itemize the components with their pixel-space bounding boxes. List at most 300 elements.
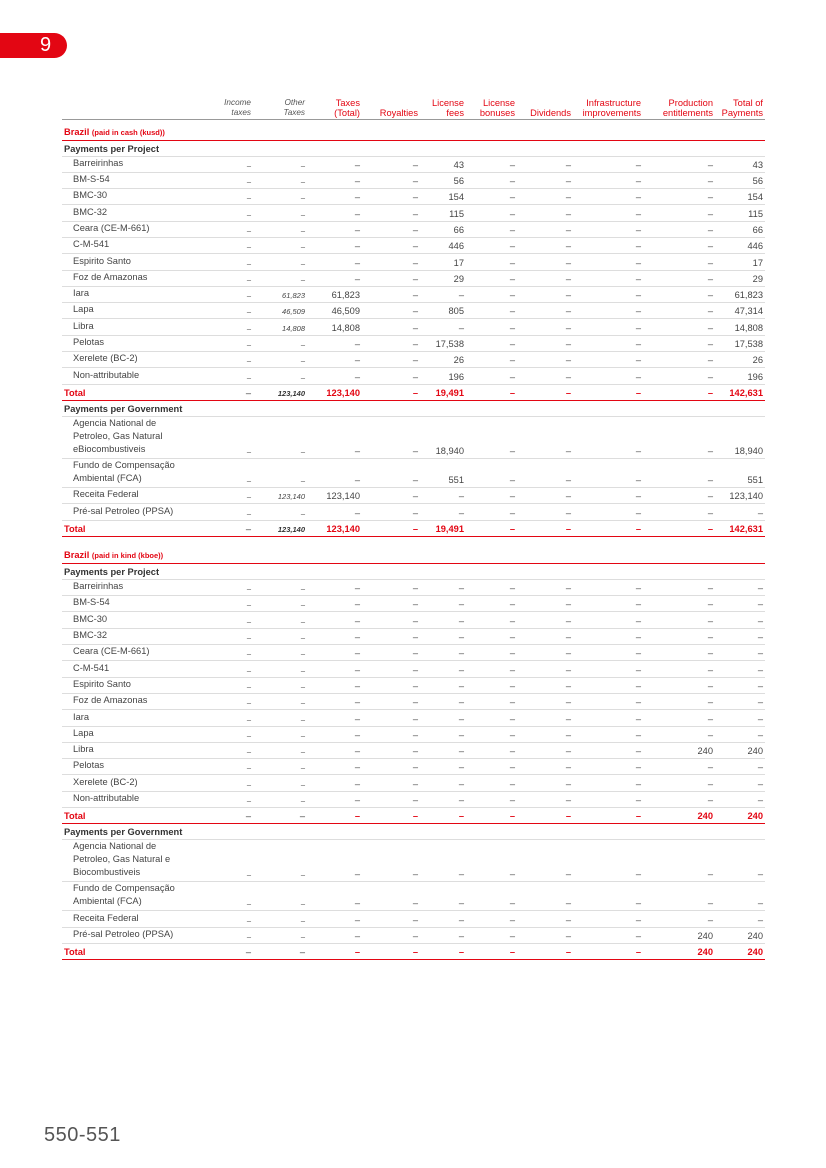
value-cell: – (643, 911, 715, 927)
row-label: Foz de Amazonas (62, 270, 216, 286)
value-cell: – (253, 221, 307, 237)
value-cell: – (362, 254, 420, 270)
value-cell: – (643, 661, 715, 677)
value-cell: 43 (420, 156, 466, 172)
value-cell: – (362, 840, 420, 882)
value-cell: – (517, 661, 573, 677)
value-cell: – (466, 710, 517, 726)
table-row (62, 693, 765, 709)
value-cell: – (420, 645, 466, 661)
value-cell: – (216, 303, 253, 319)
value-cell: – (573, 693, 643, 709)
value-cell: – (517, 710, 573, 726)
value-cell: – (517, 628, 573, 644)
row-label: BM-S-54 (62, 596, 216, 612)
col-royalties: Royalties (362, 97, 420, 119)
value-cell: – (517, 156, 573, 172)
table-row (62, 368, 765, 384)
value-cell: – (307, 911, 362, 927)
value-cell: 196 (420, 368, 466, 384)
value-cell: – (253, 237, 307, 253)
value-cell: – (362, 759, 420, 775)
table-row (62, 596, 765, 612)
value-cell: – (307, 237, 362, 253)
row-label: Pré-sal Petroleo (PPSA) (62, 927, 216, 943)
total-value-cell: – (517, 943, 573, 959)
value-cell: 14,808 (253, 319, 307, 335)
value-cell: – (517, 775, 573, 791)
value-cell: – (573, 710, 643, 726)
value-cell: 240 (715, 742, 765, 758)
value-cell: – (307, 791, 362, 807)
row-label: Fundo de Compensação Ambiental (FCA) (62, 882, 216, 911)
value-cell: – (253, 645, 307, 661)
value-cell: – (573, 335, 643, 351)
value-cell: – (517, 487, 573, 503)
value-cell: 47,314 (715, 303, 765, 319)
value-cell: – (573, 612, 643, 628)
total-value-cell: – (362, 808, 420, 824)
row-label: Agencia National de Petroleo, Gas Natural e Biocombustiveis (62, 840, 216, 882)
total-value-cell: – (216, 384, 253, 400)
value-cell: – (573, 286, 643, 302)
value-cell: – (420, 742, 466, 758)
value-cell: – (362, 628, 420, 644)
value-cell: – (307, 661, 362, 677)
value-cell: – (253, 205, 307, 221)
value-cell: – (466, 661, 517, 677)
value-cell: – (643, 596, 715, 612)
value-cell: – (466, 612, 517, 628)
value-cell: – (216, 205, 253, 221)
row-label: Espirito Santo (62, 677, 216, 693)
value-cell: – (715, 840, 765, 882)
value-cell: – (253, 840, 307, 882)
value-cell: – (307, 368, 362, 384)
value-cell: – (420, 661, 466, 677)
value-cell: – (573, 759, 643, 775)
table-row (62, 840, 765, 882)
value-cell: – (643, 303, 715, 319)
value-cell: – (517, 579, 573, 595)
total-value-cell: – (466, 384, 517, 400)
value-cell: – (466, 286, 517, 302)
value-cell: – (517, 368, 573, 384)
value-cell: – (216, 335, 253, 351)
value-cell: – (216, 254, 253, 270)
value-cell: – (715, 791, 765, 807)
row-label: Xerelete (BC-2) (62, 352, 216, 368)
row-label: Xerelete (BC-2) (62, 775, 216, 791)
total-value-cell: 240 (715, 808, 765, 824)
total-value-cell: – (216, 808, 253, 824)
value-cell: – (643, 270, 715, 286)
value-cell: – (216, 693, 253, 709)
value-cell: 115 (420, 205, 466, 221)
value-cell: – (253, 368, 307, 384)
row-label: Libra (62, 742, 216, 758)
value-cell: – (307, 840, 362, 882)
group-label-row (62, 563, 765, 579)
value-cell: – (420, 927, 466, 943)
value-cell: – (216, 628, 253, 644)
value-cell: – (253, 775, 307, 791)
value-cell: – (466, 270, 517, 286)
value-cell: 43 (715, 156, 765, 172)
value-cell: – (307, 156, 362, 172)
value-cell: – (573, 628, 643, 644)
value-cell: – (517, 221, 573, 237)
value-cell: – (517, 237, 573, 253)
section-country: Brazil (64, 549, 90, 560)
value-cell: – (216, 710, 253, 726)
row-label: Espirito Santo (62, 254, 216, 270)
group-label-row (62, 824, 765, 840)
col-license-bonuses: License bonuses (466, 97, 517, 119)
value-cell: – (307, 458, 362, 487)
table-row (62, 882, 765, 911)
value-cell: – (362, 612, 420, 628)
value-cell: – (307, 742, 362, 758)
value-cell: – (466, 579, 517, 595)
value-cell: – (362, 303, 420, 319)
value-cell: – (420, 759, 466, 775)
total-value-cell: – (517, 520, 573, 536)
value-cell: – (216, 319, 253, 335)
value-cell: 123,140 (253, 487, 307, 503)
value-cell: – (517, 286, 573, 302)
table-row (62, 221, 765, 237)
row-label: Agencia National de Petroleo, Gas Natural eBiocombustiveis (62, 416, 216, 458)
value-cell: – (253, 596, 307, 612)
value-cell: – (517, 645, 573, 661)
total-value-cell: – (362, 520, 420, 536)
value-cell: – (573, 791, 643, 807)
value-cell: 18,940 (715, 416, 765, 458)
value-cell: – (307, 221, 362, 237)
value-cell: 196 (715, 368, 765, 384)
value-cell: – (362, 579, 420, 595)
value-cell: – (307, 612, 362, 628)
value-cell: – (307, 645, 362, 661)
value-cell: – (307, 579, 362, 595)
value-cell: – (362, 189, 420, 205)
row-label: Ceara (CE-M-661) (62, 221, 216, 237)
value-cell: 46,509 (253, 303, 307, 319)
value-cell: – (216, 840, 253, 882)
value-cell: – (216, 189, 253, 205)
value-cell: – (715, 628, 765, 644)
value-cell: – (715, 645, 765, 661)
value-cell: – (216, 221, 253, 237)
value-cell: – (253, 882, 307, 911)
value-cell: – (216, 596, 253, 612)
value-cell: – (216, 775, 253, 791)
value-cell: – (362, 882, 420, 911)
chapter-number: 9 (40, 34, 52, 56)
value-cell: – (643, 319, 715, 335)
value-cell: – (253, 270, 307, 286)
value-cell: – (307, 205, 362, 221)
table-body (62, 119, 765, 960)
value-cell: – (466, 645, 517, 661)
value-cell: – (466, 205, 517, 221)
value-cell: 61,823 (253, 286, 307, 302)
value-cell: – (420, 693, 466, 709)
row-label: Libra (62, 319, 216, 335)
value-cell: – (253, 579, 307, 595)
row-label: Pelotas (62, 759, 216, 775)
value-cell: – (517, 319, 573, 335)
table-row (62, 335, 765, 351)
section-country: Brazil (64, 126, 90, 137)
value-cell: – (466, 742, 517, 758)
value-cell: 29 (715, 270, 765, 286)
value-cell: – (573, 189, 643, 205)
value-cell: – (253, 693, 307, 709)
value-cell: – (573, 352, 643, 368)
value-cell: – (643, 612, 715, 628)
value-cell: – (420, 882, 466, 911)
total-value-cell: – (362, 384, 420, 400)
value-cell: – (517, 927, 573, 943)
value-cell: – (253, 189, 307, 205)
value-cell: – (253, 352, 307, 368)
table-row (62, 458, 765, 487)
total-value-cell: – (253, 943, 307, 959)
value-cell: – (466, 677, 517, 693)
value-cell: – (517, 791, 573, 807)
total-value-cell: – (420, 943, 466, 959)
value-cell: – (573, 487, 643, 503)
value-cell: – (216, 487, 253, 503)
section-subtitle: (paid in cash (kusd)) (91, 127, 165, 137)
total-value-cell: – (420, 808, 466, 824)
value-cell: – (573, 677, 643, 693)
total-value-cell: 142,631 (715, 384, 765, 400)
value-cell: – (253, 172, 307, 188)
total-value-cell: – (307, 943, 362, 959)
page-folio: 550-551 (44, 1124, 121, 1146)
value-cell: – (253, 911, 307, 927)
value-cell: – (362, 645, 420, 661)
value-cell: – (216, 156, 253, 172)
value-cell: 26 (420, 352, 466, 368)
value-cell: – (362, 504, 420, 520)
value-cell: – (307, 189, 362, 205)
value-cell: – (466, 775, 517, 791)
table-row (62, 286, 765, 302)
value-cell: – (216, 416, 253, 458)
value-cell: – (466, 487, 517, 503)
value-cell: – (643, 504, 715, 520)
value-cell: – (643, 487, 715, 503)
row-label: Foz de Amazonas (62, 693, 216, 709)
value-cell: – (216, 458, 253, 487)
value-cell: – (517, 759, 573, 775)
total-value-cell: – (573, 943, 643, 959)
table-row (62, 205, 765, 221)
col-production-entitlements: Production entitlements (643, 97, 715, 119)
total-value-cell: 240 (643, 943, 715, 959)
value-cell: – (573, 319, 643, 335)
value-cell: – (216, 759, 253, 775)
value-cell: – (216, 645, 253, 661)
value-cell: – (517, 270, 573, 286)
table-row (62, 352, 765, 368)
chapter-tab (0, 33, 67, 58)
value-cell: – (253, 710, 307, 726)
value-cell: – (253, 759, 307, 775)
value-cell: – (253, 661, 307, 677)
value-cell: – (643, 677, 715, 693)
value-cell: – (643, 254, 715, 270)
value-cell: – (466, 759, 517, 775)
total-label: Total (62, 520, 216, 536)
value-cell: – (253, 726, 307, 742)
value-cell: – (466, 911, 517, 927)
table-row (62, 172, 765, 188)
value-cell: – (420, 710, 466, 726)
value-cell: – (253, 791, 307, 807)
value-cell: – (517, 303, 573, 319)
total-value-cell: 240 (643, 808, 715, 824)
value-cell: – (517, 612, 573, 628)
total-value-cell: – (466, 808, 517, 824)
value-cell: – (643, 840, 715, 882)
value-cell: – (573, 205, 643, 221)
value-cell: – (307, 596, 362, 612)
column-header-row (62, 97, 765, 119)
total-value-cell: – (216, 943, 253, 959)
value-cell: – (643, 335, 715, 351)
value-cell: – (362, 791, 420, 807)
value-cell: – (517, 172, 573, 188)
value-cell: – (362, 677, 420, 693)
col-taxes-total: Taxes (Total) (307, 97, 362, 119)
value-cell: – (362, 693, 420, 709)
table-row (62, 504, 765, 520)
col-license-fees: License fees (420, 97, 466, 119)
section-title-row (62, 119, 765, 140)
row-label: Receita Federal (62, 911, 216, 927)
value-cell: – (466, 628, 517, 644)
value-cell: – (715, 677, 765, 693)
value-cell: 46,509 (307, 303, 362, 319)
value-cell: – (466, 927, 517, 943)
section-subtitle: (paid in kind (kboe)) (91, 550, 164, 560)
col-infrastructure: Infrastructure improvements (573, 97, 643, 119)
row-label: Iara (62, 710, 216, 726)
table-row (62, 189, 765, 205)
value-cell: – (466, 172, 517, 188)
value-cell: 29 (420, 270, 466, 286)
row-label: Lapa (62, 726, 216, 742)
value-cell: – (643, 189, 715, 205)
total-row (62, 520, 765, 536)
table-row (62, 759, 765, 775)
value-cell: – (362, 487, 420, 503)
value-cell: – (466, 416, 517, 458)
row-label: Lapa (62, 303, 216, 319)
group-label: Payments per Government (62, 400, 765, 416)
row-label: Barreirinhas (62, 579, 216, 595)
value-cell: 17 (715, 254, 765, 270)
total-value-cell: – (362, 943, 420, 959)
value-cell: – (362, 270, 420, 286)
value-cell: – (253, 742, 307, 758)
table-row (62, 319, 765, 335)
value-cell: – (573, 882, 643, 911)
table-row (62, 927, 765, 943)
value-cell: – (643, 237, 715, 253)
value-cell: – (643, 368, 715, 384)
value-cell: – (517, 205, 573, 221)
table-row (62, 628, 765, 644)
value-cell: – (466, 726, 517, 742)
table-row (62, 742, 765, 758)
value-cell: – (362, 156, 420, 172)
value-cell: – (216, 504, 253, 520)
value-cell: – (715, 775, 765, 791)
table-row (62, 303, 765, 319)
row-label: Non-attributable (62, 791, 216, 807)
value-cell: 446 (420, 237, 466, 253)
value-cell: – (307, 677, 362, 693)
table-row (62, 270, 765, 286)
value-cell: 17,538 (715, 335, 765, 351)
value-cell: – (715, 759, 765, 775)
value-cell: – (307, 504, 362, 520)
value-cell: – (573, 911, 643, 927)
value-cell: – (466, 458, 517, 487)
value-cell: – (517, 742, 573, 758)
value-cell: – (216, 726, 253, 742)
value-cell: 805 (420, 303, 466, 319)
value-cell: – (573, 645, 643, 661)
value-cell: – (517, 504, 573, 520)
table-row (62, 677, 765, 693)
value-cell: – (517, 416, 573, 458)
value-cell: – (573, 368, 643, 384)
value-cell: – (307, 882, 362, 911)
value-cell: – (643, 352, 715, 368)
value-cell: – (216, 677, 253, 693)
value-cell: 240 (643, 927, 715, 943)
value-cell: – (466, 504, 517, 520)
value-cell: – (466, 237, 517, 253)
value-cell: – (307, 927, 362, 943)
value-cell: – (420, 840, 466, 882)
value-cell: – (253, 677, 307, 693)
value-cell: – (573, 254, 643, 270)
value-cell: – (715, 579, 765, 595)
total-value-cell: – (216, 520, 253, 536)
value-cell: – (216, 661, 253, 677)
value-cell: 240 (715, 927, 765, 943)
value-cell: 14,808 (307, 319, 362, 335)
value-cell: – (573, 156, 643, 172)
value-cell: – (420, 726, 466, 742)
value-cell: – (715, 911, 765, 927)
value-cell: – (253, 504, 307, 520)
value-cell: – (216, 237, 253, 253)
value-cell: – (466, 840, 517, 882)
value-cell: – (517, 911, 573, 927)
value-cell: – (466, 319, 517, 335)
value-cell: – (216, 927, 253, 943)
value-cell: – (573, 416, 643, 458)
